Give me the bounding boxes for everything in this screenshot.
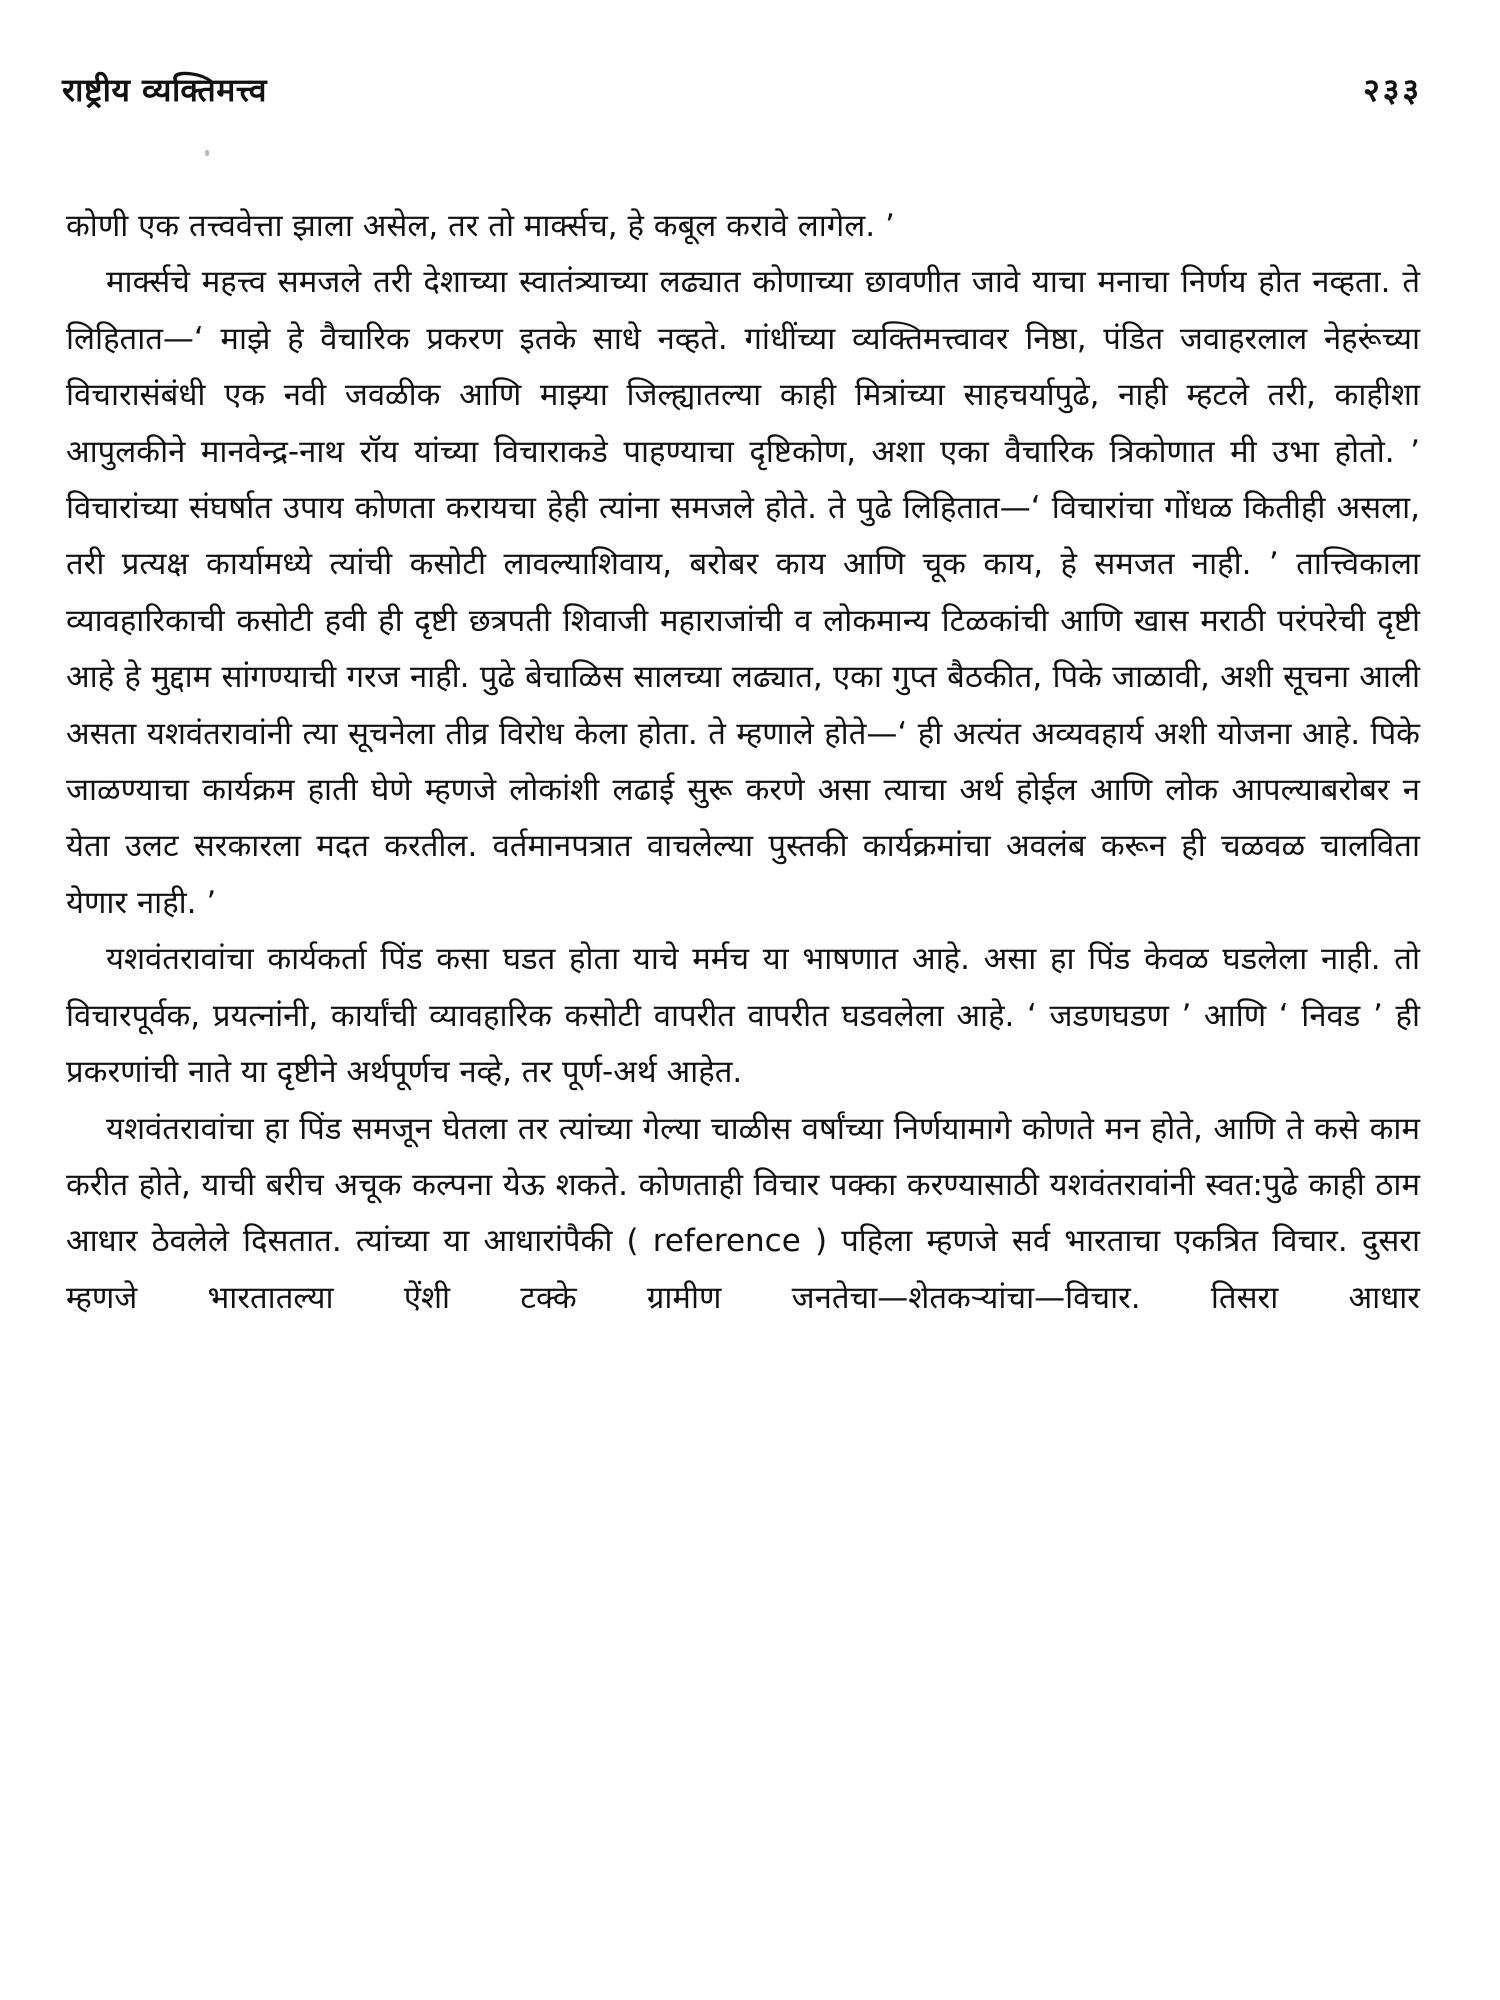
paragraph-4: यशवंतरावांचा हा पिंड समजून घेतला तर त्यांच्या गेल्या चाळीस वर्षांच्या निर्णयामागे कोणते मन होते, आणि ते कसे काम करीत होते, याची बरीच अचूक कल्पना येऊ शकते. कोणताही विचार पक्का करण्यासाठी यशवंतरावांनी स्वत:पुढे काही ठाम आधार ठेवलेले दिसतात. त्यांच्या या आधारांपैकी ( reference ) पहिला म्हणजे सर्व भारताचा एकत्रित विचार. दुसरा म्हणजे भारतातल्या ऐंशी टक्के ग्रामीण जनतेचा—शेतकऱ्यांचा—विचार. तिसरा आधार [66, 1110, 1420, 1316]
paragraph-1: कोणी एक तत्त्ववेत्ता झाला असेल, तर तो मार्क्सच, हे कबूल करावे लागेल. ’ [66, 208, 895, 244]
running-header [62, 68, 1422, 118]
body-text [66, 198, 1420, 1326]
paragraph-3: यशवंतरावांचा कार्यकर्ता पिंड कसा घडत होता याचे मर्मच या भाषणात आहे. असा हा पिंड केवळ घडलेला नाही. तो विचारपूर्वक, प्रयत्नांनी, कार्यांची व्यावहारिक कसोटी वापरीत वापरीत घडवलेला आहे. ‘ जडणघडण ’ आणि ‘ निवड ’ ही प्रकरणांची नाते या दृष्टीने अर्थपूर्णच नव्हे, तर पूर्ण-अर्थ आहेत. [66, 941, 1420, 1091]
page-number: २३३ [1363, 71, 1422, 109]
print-speck [205, 150, 209, 156]
paragraph-2: मार्क्सचे महत्त्व समजले तरी देशाच्या स्वातंत्र्याच्या लढ्यात कोणाच्या छावणीत जावे याचा मनाचा निर्णय होत नव्हता. ते लिहितात—‘ माझे हे वैचारिक प्रकरण इतके साधे नव्हते. गांधींच्या व्यक्तिमत्त्वावर निष्ठा, पंडित जवाहरलाल नेहरूंच्या विचारासंबंधी एक नवी जवळीक आणि माझ्या जिल्ह्यातल्या काही मित्रांच्या साहचर्यापुढे, नाही म्हटले तरी, काहीशा आपुलकीने मानवेन्द्र-नाथ रॉय यांच्या विचाराकडे पाहण्याचा दृष्टिकोण, अशा एका वैचारिक त्रिकोणात मी उभा होतो. ’ विचारांच्या संघर्षात उपाय कोणता करायचा हेही त्यांना समजले होते. ते पुढे लिहितात—‘ विचारांचा गोंधळ कितीही असला, तरी प्रत्यक्ष कार्यामध्ये त्यांची कसोटी लावल्याशिवाय, बरोबर काय आणि चूक काय, हे समजत नाही. ’ तात्त्विकाला व्यावहारिकाची कसोटी हवी ही दृष्टी छत्रपती शिवाजी महाराजांची व लोकमान्य टिळकांची आणि खास मराठी परंपरेची दृष्टी आहे हे मुद्दाम सांगण्याची गरज नाही. पुढे बेचाळिस सालच्या लढ्यात, एका गुप्त बैठकीत, पिके जाळावी, अशी सूचना आली असता यशवंतरावांनी त्या सूचनेला तीव्र विरोध केला होता. ते म्हणाले होते—‘ ही अत्यंत अव्यवहार्य अशी योजना आहे. पिके जाळण्याचा कार्यक्रम हाती घेणे म्हणजे लोकांशी लढाई सुरू करणे असा त्याचा अर्थ होईल आणि लोक आपल्याबरोबर न येता उलट सरकारला मदत करतील. वर्तमानपत्रात वाचलेल्या पुस्तकी कार्यक्रमांचा अवलंब करून ही चळवळ चालविता येणार नाही. ’ [66, 264, 1420, 921]
chapter-title: राष्ट्रीय व्यक्तिमत्त्व [62, 71, 268, 109]
